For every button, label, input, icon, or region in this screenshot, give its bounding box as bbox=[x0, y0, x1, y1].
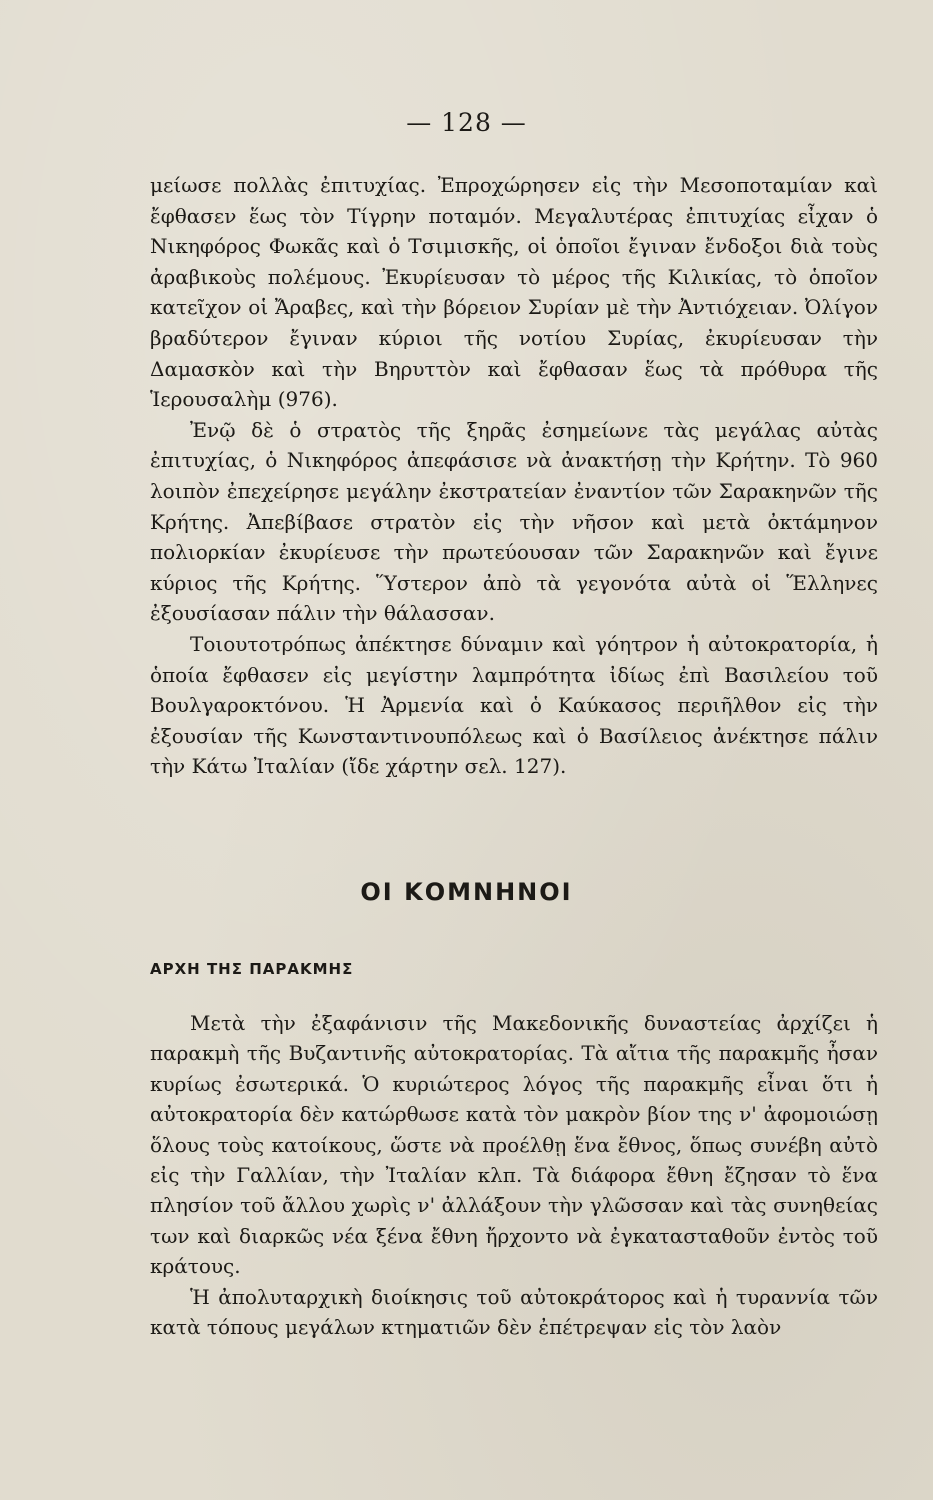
body-text-lower bbox=[150, 1008, 878, 1342]
body-text-upper bbox=[150, 170, 878, 782]
paragraph-crete-reconquest: Ἐνῷ δὲ ὁ στρατὸς τῆς ξηρᾶς ἐσημείωνε τὰς μεγάλας αὐτὰς ἐπιτυχίας, ὁ Νικηφόρος ἀπεφάσισε νὰ ἀνακτήσῃ τὴν Κρήτην. Τὸ 960 λοιπὸν ἐπεχείρησε μεγάλην ἐκστρατείαν ἐναντίον τῶν Σαρακηνῶν τῆς Κρήτης. Ἀπεβίβασε στρατὸν εἰς τὴν νῆσον καὶ μετὰ ὀκτάμηνον πολιορκίαν ἐκυρίευσε τὴν πρωτεύουσαν τῶν Σαρακηνῶν καὶ ἔγινε κύριος τῆς Κρήτης. Ὕστερον ἀπὸ τὰ γεγονότα αὐτὰ οἱ Ἕλληνες ἐξουσίασαν πάλιν τὴν θάλασσαν. bbox=[150, 417, 878, 626]
paragraph-absolutism: Ἡ ἀπολυταρχικὴ διοίκησις τοῦ αὐτοκράτορος καὶ ἡ τυραννία τῶν κατὰ τόπους μεγάλων κτηματιῶν δὲν ἐπέτρεψαν εἰς τὸν λαὸν bbox=[150, 1284, 878, 1340]
paragraph-decline-causes: Μετὰ τὴν ἐξαφάνισιν τῆς Μακεδονικῆς δυναστείας ἀρχίζει ἡ παρακμὴ τῆς Βυζαντινῆς αὐτοκρατορίας. Τὰ αἴτια τῆς παρακμῆς ἦσαν κυρίως ἐσωτερικά. Ὁ κυριώτερος λόγος τῆς παρακμῆς εἶναι ὅτι ἡ αὐτοκρατορία δὲν κατώρθωσε κατὰ τὸν μακρὸν βίον της ν' ἀφομοιώσῃ ὅλους τοὺς κατοίκους, ὥστε νὰ προέλθῃ ἕνα ἔθνος, ὅπως συνέβη αὐτὸ εἰς τὴν Γαλλίαν, τὴν Ἰταλίαν κλπ. Τὰ διάφορα ἔθνη ἔζησαν τὸ ἕνα πλησίον τοῦ ἄλλου χωρὶς ν' ἀλλάξουν τὴν γλῶσσαν καὶ τὰς συνηθείας των καὶ διαρκῶς νέα ξένα ἔθνη ἤρχοντο νὰ ἐγκατασταθοῦν ἐντὸς τοῦ κράτους. bbox=[150, 1011, 878, 1279]
paragraph-empire-power: Τοιουτοτρόπως ἀπέκτησε δύναμιν καὶ γόητρον ἡ αὐτοκρατορία, ἡ ὁποία ἔφθασεν εἰς μεγίστην λαμπρότητα ἰδίως ἐπὶ Βασιλείου τοῦ Βουλγαροκτόνου. Ἡ Ἀρμενία καὶ ὁ Καύκασος περιῆλθον εἰς τὴν ἐξουσίαν τῆς Κωνσταντινουπόλεως καὶ ὁ Βασίλειος ἀνέκτησε πάλιν τὴν Κάτω Ἰταλίαν (ἴδε χάρτην σελ. 127). bbox=[150, 631, 878, 779]
chapter-title: ΟΙ ΚΟΜΝΗΝΟΙ bbox=[360, 878, 573, 906]
section-heading: ΑΡΧΗ ΤΗΣ ΠΑΡΑΚΜΗΣ bbox=[150, 960, 354, 978]
paragraph-mesopotamia-campaigns: μείωσε πολλὰς ἐπιτυχίας. Ἐπροχώρησεν εἰς τὴν Μεσοποταμίαν καὶ ἔφθασεν ἕως τὸν Τίγρην ποταμόν. Μεγαλυτέρας ἐπιτυχίας εἶχαν ὁ Νικηφόρος Φωκᾶς καὶ ὁ Τσιμισκῆς, οἱ ὁποῖοι ἔγιναν ἔνδοξοι διὰ τοὺς ἀραβικοὺς πολέμους. Ἐκυρίευσαν τὸ μέρος τῆς Κιλικίας, τὸ ὁποῖον κατεῖχον οἱ Ἄραβες, καὶ τὴν βόρειον Συρίαν μὲ τὴν Ἀντιόχειαν. Ὀλίγον βραδύτερον ἔγιναν κύριοι τῆς νοτίου Συρίας, ἐκυρίευσαν τὴν Δαμασκὸν καὶ τὴν Βηρυττὸν καὶ ἔφθασαν ἕως τὰ πρόθυρα τῆς Ἱερουσαλὴμ (976). bbox=[150, 173, 878, 412]
page-number: — 128 — bbox=[406, 108, 527, 137]
